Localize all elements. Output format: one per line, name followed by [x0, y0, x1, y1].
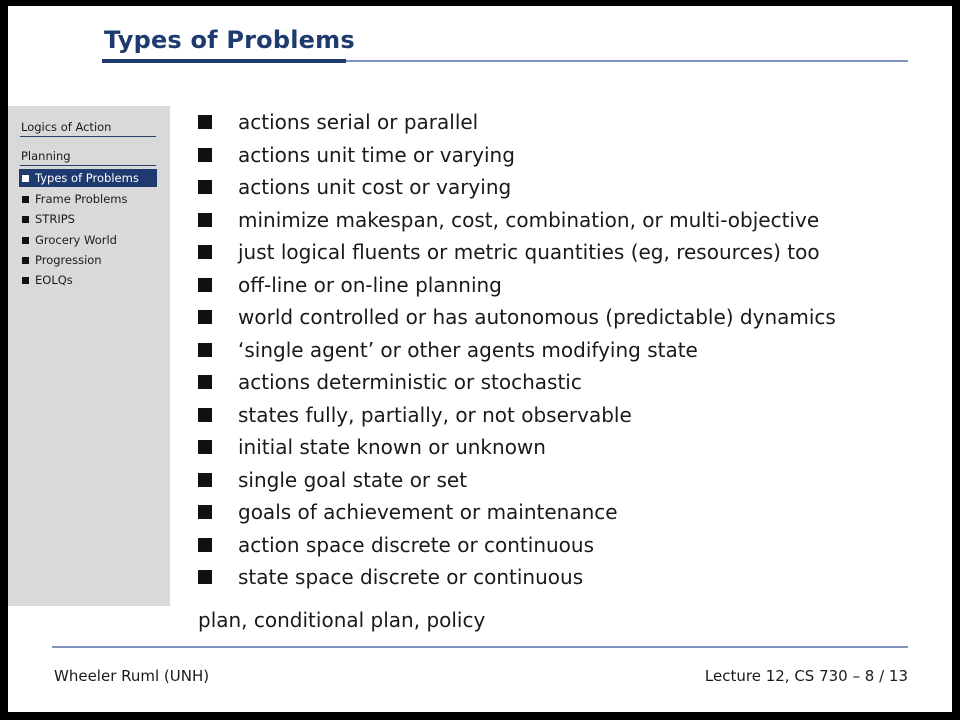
- square-bullet-icon: [198, 245, 212, 259]
- sidebar-item-label: EOLQs: [35, 273, 73, 287]
- square-bullet-icon: [22, 277, 29, 284]
- bullet-text: just logical fluents or metric quantities (eg, resources) too: [238, 240, 820, 265]
- sidebar-section-rule: [20, 165, 156, 166]
- bullet-item: [196, 106, 836, 139]
- bullet-text: actions deterministic or stochastic: [238, 370, 582, 395]
- square-bullet-icon: [198, 180, 212, 194]
- sidebar-section-logics-of-action[interactable]: Logics of Action: [21, 120, 112, 134]
- bullet-text: goals of achievement or maintenance: [238, 500, 618, 525]
- bullet-text: action space discrete or continuous: [238, 532, 595, 557]
- bullet-item: [196, 171, 836, 204]
- bullet-item: [196, 529, 836, 562]
- square-bullet-icon: [198, 278, 212, 292]
- slide-title: Types of Problems: [104, 26, 355, 54]
- bullet-item: [196, 366, 836, 399]
- sidebar-item-label: Progression: [35, 253, 102, 267]
- square-bullet-icon: [198, 408, 212, 422]
- bullet-text: actions unit cost or varying: [238, 175, 512, 200]
- summary-text: plan, conditional plan, policy: [198, 608, 486, 632]
- bullet-text: state space discrete or continuous: [238, 565, 584, 590]
- bullet-item: [196, 139, 836, 172]
- bullet-item: [196, 204, 836, 237]
- square-bullet-icon: [22, 216, 29, 223]
- square-bullet-icon: [198, 310, 212, 324]
- bullet-text: actions serial or parallel: [238, 110, 479, 135]
- footer-author: Wheeler Ruml (UNH): [54, 667, 210, 685]
- sidebar-item-progression[interactable]: [19, 251, 157, 269]
- bullet-item: [196, 496, 836, 529]
- bullet-text: minimize makespan, cost, combination, or multi-objective: [238, 207, 820, 232]
- sidebar-item-label: Types of Problems: [35, 171, 139, 185]
- bullet-item: [196, 561, 836, 594]
- sidebar-item-grocery-world[interactable]: [19, 231, 157, 249]
- sidebar-navigation: [8, 106, 170, 606]
- bullet-text: actions unit time or varying: [238, 142, 515, 167]
- sidebar-item-label: Grocery World: [35, 233, 117, 247]
- square-bullet-icon: [198, 538, 212, 552]
- bullet-text: single goal state or set: [238, 467, 468, 492]
- bullet-text: states fully, partially, or not observable: [238, 402, 632, 427]
- square-bullet-icon: [198, 343, 212, 357]
- bullet-text: world controlled or has autonomous (predictable) dynamics: [238, 305, 836, 330]
- bullet-item: [196, 334, 836, 367]
- square-bullet-icon: [198, 473, 212, 487]
- sidebar-item-strips[interactable]: [19, 210, 157, 228]
- bullet-item: [196, 269, 836, 302]
- sidebar-section-rule: [20, 136, 156, 137]
- sidebar-item-frame-problems[interactable]: [19, 190, 157, 208]
- square-bullet-icon: [198, 440, 212, 454]
- square-bullet-icon: [22, 175, 29, 182]
- sidebar-item-label: Frame Problems: [35, 192, 128, 206]
- title-rule-accent: [102, 59, 346, 63]
- bullet-text: ‘single agent’ or other agents modifying state: [238, 337, 698, 362]
- sidebar-item-types-of-problems[interactable]: [19, 169, 157, 187]
- bullet-text: initial state known or unknown: [238, 435, 546, 460]
- sidebar-item-eolqs[interactable]: [19, 271, 157, 289]
- square-bullet-icon: [198, 505, 212, 519]
- square-bullet-icon: [198, 570, 212, 584]
- square-bullet-icon: [198, 213, 212, 227]
- bullet-item: [196, 464, 836, 497]
- square-bullet-icon: [22, 257, 29, 264]
- sidebar-item-label: STRIPS: [35, 212, 75, 226]
- sidebar-section-planning[interactable]: Planning: [21, 149, 71, 163]
- bullet-text: off-line or on-line planning: [238, 272, 502, 297]
- footer-rule: [52, 646, 908, 648]
- square-bullet-icon: [22, 196, 29, 203]
- square-bullet-icon: [198, 148, 212, 162]
- square-bullet-icon: [22, 237, 29, 244]
- slide: [8, 6, 952, 712]
- bullet-item: [196, 236, 836, 269]
- square-bullet-icon: [198, 115, 212, 129]
- bullet-item: [196, 431, 836, 464]
- bullet-item: [196, 399, 836, 432]
- bullet-item: [196, 301, 836, 334]
- square-bullet-icon: [198, 375, 212, 389]
- bullet-list: [196, 106, 836, 594]
- footer-lecture-info: Lecture 12, CS 730 – 8 / 13: [704, 667, 908, 685]
